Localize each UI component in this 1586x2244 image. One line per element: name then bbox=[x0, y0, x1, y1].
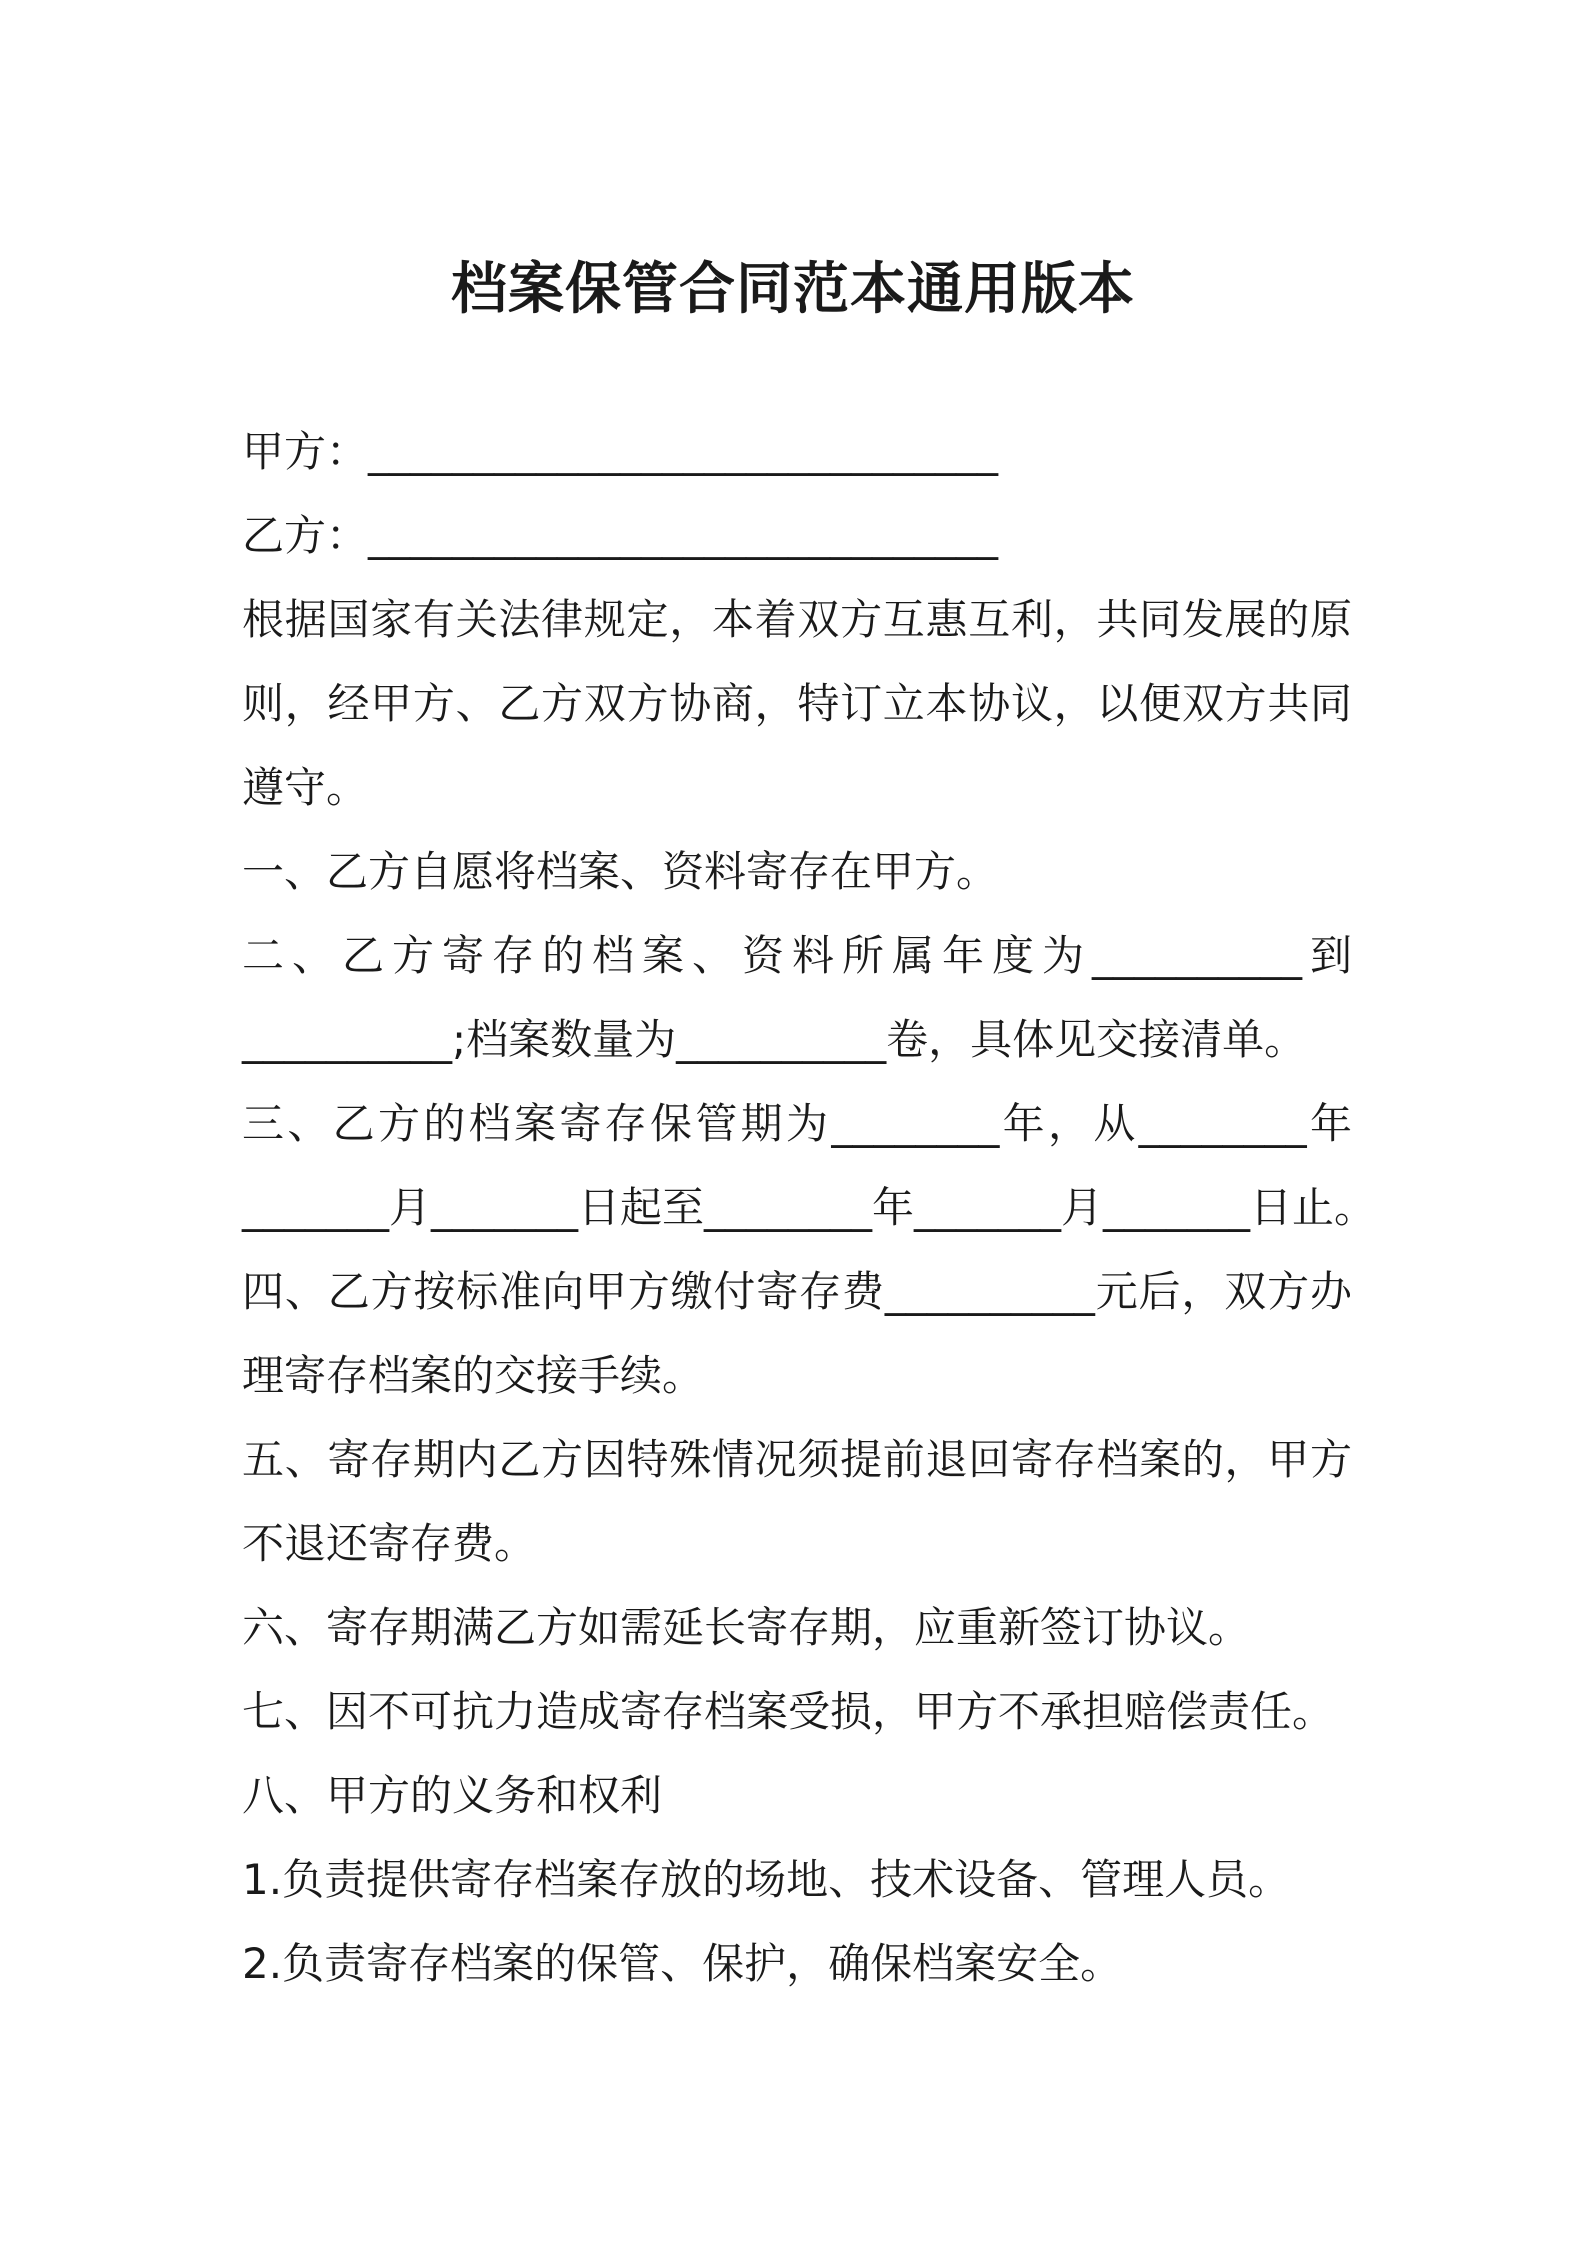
clause-8-item-1: 1.负责提供寄存档案存放的场地、技术设备、管理人员。 bbox=[242, 1855, 1291, 1904]
clause-2-line-1: 二、乙方寄存的档案、资料所属年度为__________到 bbox=[242, 931, 1352, 980]
clause-8-item-2: 2.负责寄存档案的保管、保护，确保档案安全。 bbox=[242, 1939, 1123, 1988]
clause-2-line-2: __________;档案数量为__________卷，具体见交接清单。 bbox=[242, 1015, 1307, 1064]
clause-4-line-2: 理寄存档案的交接手续。 bbox=[242, 1351, 705, 1400]
clause-1: 一、乙方自愿将档案、资料寄存在甲方。 bbox=[242, 847, 999, 896]
clause-5-line-2: 不退还寄存费。 bbox=[242, 1519, 537, 1568]
preamble-line-3: 遵守。 bbox=[242, 763, 369, 812]
clause-5-line-1: 五、寄存期内乙方因特殊情况须提前退回寄存档案的，甲方 bbox=[242, 1435, 1352, 1484]
document-body bbox=[242, 410, 1377, 2006]
clause-6: 六、寄存期满乙方如需延长寄存期，应重新签订协议。 bbox=[242, 1603, 1251, 1652]
document-title: 档案保管合同范本通用版本 bbox=[451, 257, 1135, 322]
clause-3-line-1: 三、乙方的档案寄存保管期为________年，从________年 bbox=[242, 1099, 1352, 1148]
party-a-line: 甲方：______________________________ bbox=[242, 427, 999, 476]
clause-4-line-1: 四、乙方按标准向甲方缴付寄存费__________元后，双方办 bbox=[242, 1267, 1352, 1316]
party-b-line: 乙方：______________________________ bbox=[242, 511, 999, 560]
preamble-line-1: 根据国家有关法律规定，本着双方互惠互利，共同发展的原 bbox=[242, 595, 1352, 644]
clause-8-heading: 八、甲方的义务和权利 bbox=[242, 1771, 663, 1820]
clause-7: 七、因不可抗力造成寄存档案受损，甲方不承担赔偿责任。 bbox=[242, 1687, 1335, 1736]
preamble-line-2: 则，经甲方、乙方双方协商，特订立本协议，以便双方共同 bbox=[242, 679, 1352, 728]
clause-3-line-2: _______月_______日起至________年_______月_______日止。 bbox=[242, 1183, 1377, 1232]
